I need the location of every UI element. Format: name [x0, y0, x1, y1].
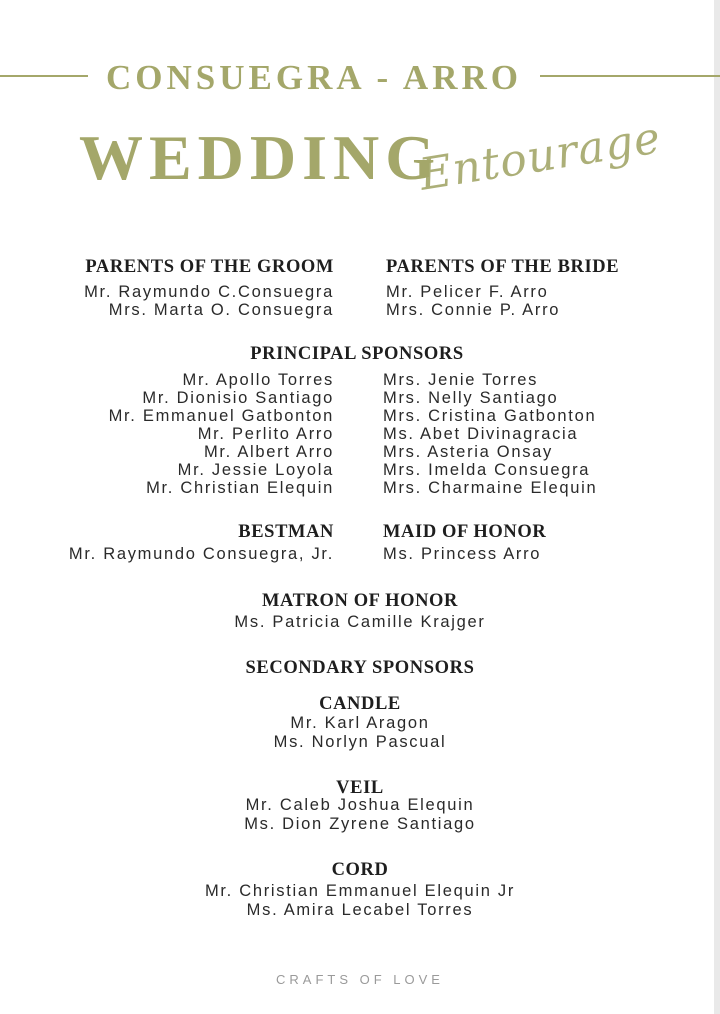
wedding-title: WEDDING: [78, 122, 442, 193]
list-item: Mr. Jessie Loyola: [177, 461, 334, 479]
families-title: CONSUEGRA - ARRO: [106, 58, 522, 97]
maid-of-honor-heading: MAID OF HONOR: [383, 522, 547, 542]
bride-parents-heading: PARENTS OF THE BRIDE: [386, 257, 620, 277]
groom-father: Mr. Raymundo C.Consuegra: [84, 283, 334, 301]
header-rule-left: [0, 75, 88, 77]
veil-sponsor: Mr. Caleb Joshua Elequin: [245, 796, 475, 814]
list-item: Mr. Dionisio Santiago: [142, 389, 334, 407]
cord-sponsor: Mr. Christian Emmanuel Elequin Jr: [204, 882, 516, 900]
list-item: Mrs. Asteria Onsay: [383, 443, 553, 461]
list-item: Mr. Perlito Arro: [197, 425, 334, 443]
list-item: Ms. Abet Divinagracia: [383, 425, 579, 443]
principal-sponsors-women: [383, 371, 597, 497]
secondary-sponsors-heading: SECONDARY SPONSORS: [245, 658, 475, 678]
list-item: Mrs. Cristina Gatbonton: [383, 407, 597, 425]
groom-parents-heading: PARENTS OF THE GROOM: [85, 257, 334, 277]
principal-sponsors-men: [109, 371, 334, 497]
matron-of-honor-heading: MATRON OF HONOR: [261, 591, 459, 611]
list-item: Mrs. Imelda Consuegra: [383, 461, 591, 479]
candle-sponsor: Ms. Norlyn Pascual: [273, 733, 447, 751]
veil-sponsor: Ms. Dion Zyrene Santiago: [244, 815, 476, 833]
bestman-heading: BESTMAN: [238, 522, 334, 542]
candle-sponsor: Mr. Karl Aragon: [290, 714, 430, 732]
veil-heading: VEIL: [336, 778, 384, 798]
groom-mother: Mrs. Marta O. Consuegra: [108, 301, 334, 319]
list-item: Mrs. Nelly Santiago: [383, 389, 559, 407]
maid-of-honor-name: Ms. Princess Arro: [383, 545, 542, 563]
entourage-script: Entourage: [416, 112, 665, 201]
cord-heading: CORD: [331, 860, 389, 880]
bride-father: Mr. Pelicer F. Arro: [386, 283, 549, 301]
header-rule-right: [540, 75, 720, 77]
list-item: Mr. Albert Arro: [203, 443, 334, 461]
candle-heading: CANDLE: [319, 694, 401, 714]
list-item: Mrs. Charmaine Elequin: [383, 479, 598, 497]
list-item: Mr. Christian Elequin: [146, 479, 334, 497]
list-item: Mr. Apollo Torres: [182, 371, 334, 389]
bestman-name: Mr. Raymundo Consuegra, Jr.: [68, 545, 334, 563]
principal-sponsors-heading: PRINCIPAL SPONSORS: [250, 344, 464, 364]
matron-of-honor-name: Ms. Patricia Camille Krajger: [234, 613, 486, 631]
bride-mother: Mrs. Connie P. Arro: [386, 301, 561, 319]
list-item: Mrs. Jenie Torres: [383, 371, 539, 389]
footer-brand: CRAFTS OF LOVE: [276, 972, 444, 987]
cord-sponsor: Ms. Amira Lecabel Torres: [246, 901, 474, 919]
list-item: Mr. Emmanuel Gatbonton: [108, 407, 334, 425]
